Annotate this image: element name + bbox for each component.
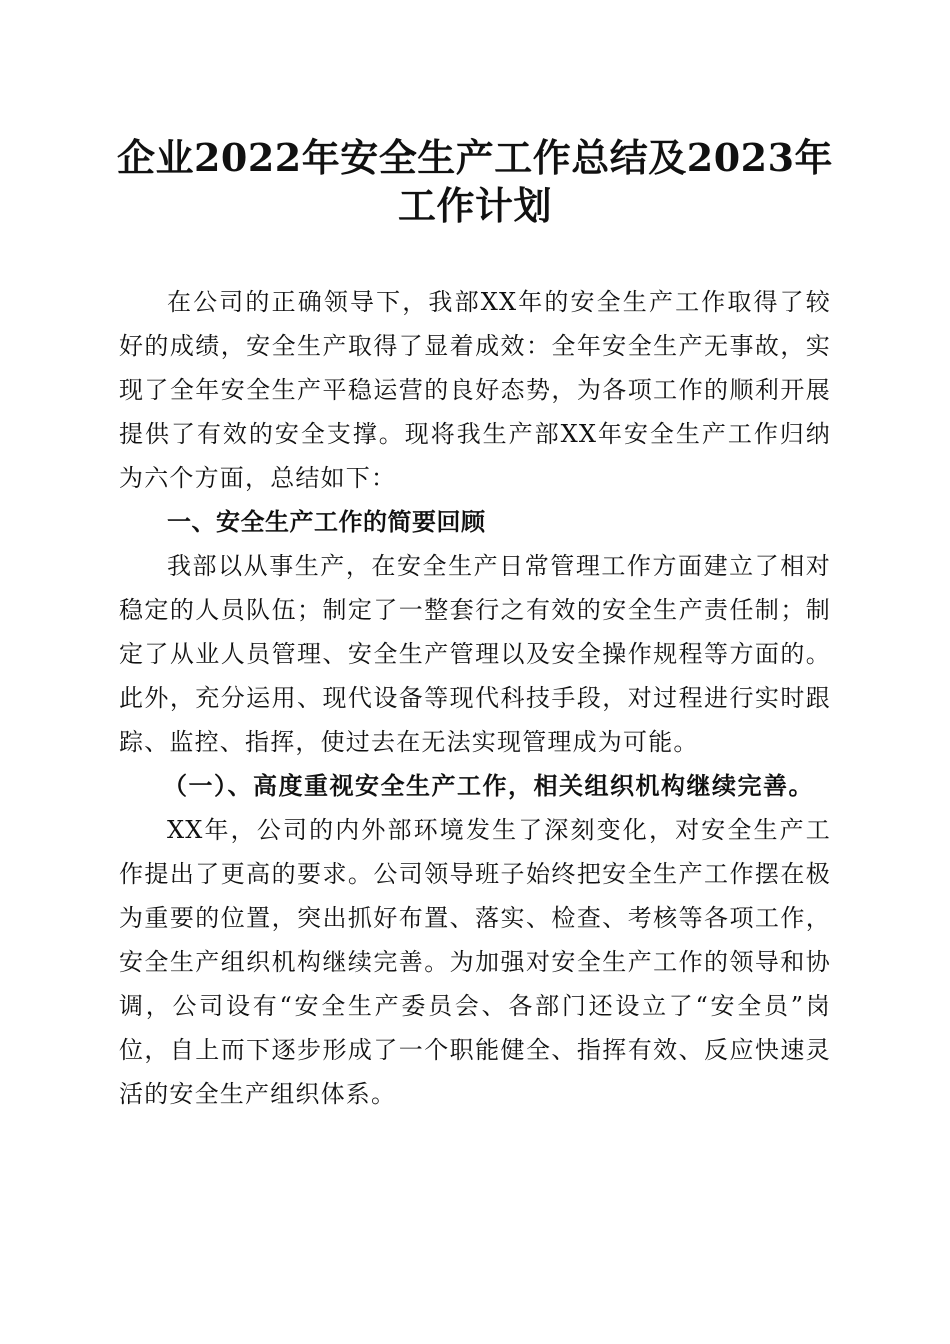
section-heading-review: 一、安全生产工作的简要回顾	[167, 508, 486, 536]
document-body	[119, 280, 831, 1116]
document-title: 企业2022年安全生产工作总结及2023年工作计划	[116, 135, 834, 228]
section-review-paragraph: 我部以从事生产，在安全生产日常管理工作方面建立了相对稳定的人员队伍；制定了一整套行之有效的安全生产责任制；制定了从业人员管理、安全生产管理以及安全操作规程等方面的。此外，充分运用、现代设备等现代科技手段，对过程进行实时跟踪、监控、指挥，使过去在无法实现管理成为可能。	[119, 552, 831, 756]
subsection-heading-organization: （一）、高度重视安全生产工作，相关组织机构继续完善。	[163, 771, 814, 800]
intro-paragraph: 在公司的正确领导下，我部XX年的安全生产工作取得了较好的成绩，安全生产取得了显着成效：全年安全生产无事故，实现了全年安全生产平稳运营的良好态势，为各项工作的顺利开展提供了有效的安全支撑。现将我生产部XX年安全生产工作归纳为六个方面，总结如下：	[119, 288, 831, 492]
subsection-organization-paragraph: XX年，公司的内外部环境发生了深刻变化，对安全生产工作提出了更高的要求。公司领导班子始终把安全生产工作摆在极为重要的位置，突出抓好布置、落实、检查、考核等各项工作，安全生产组织机构继续完善。为加强对安全生产工作的领导和协调，公司设有“安全生产委员会、各部门还设立了“安全员”岗位，自上而下逐步形成了一个职能健全、指挥有效、反应快速灵活的安全生产组织体系。	[119, 816, 831, 1108]
